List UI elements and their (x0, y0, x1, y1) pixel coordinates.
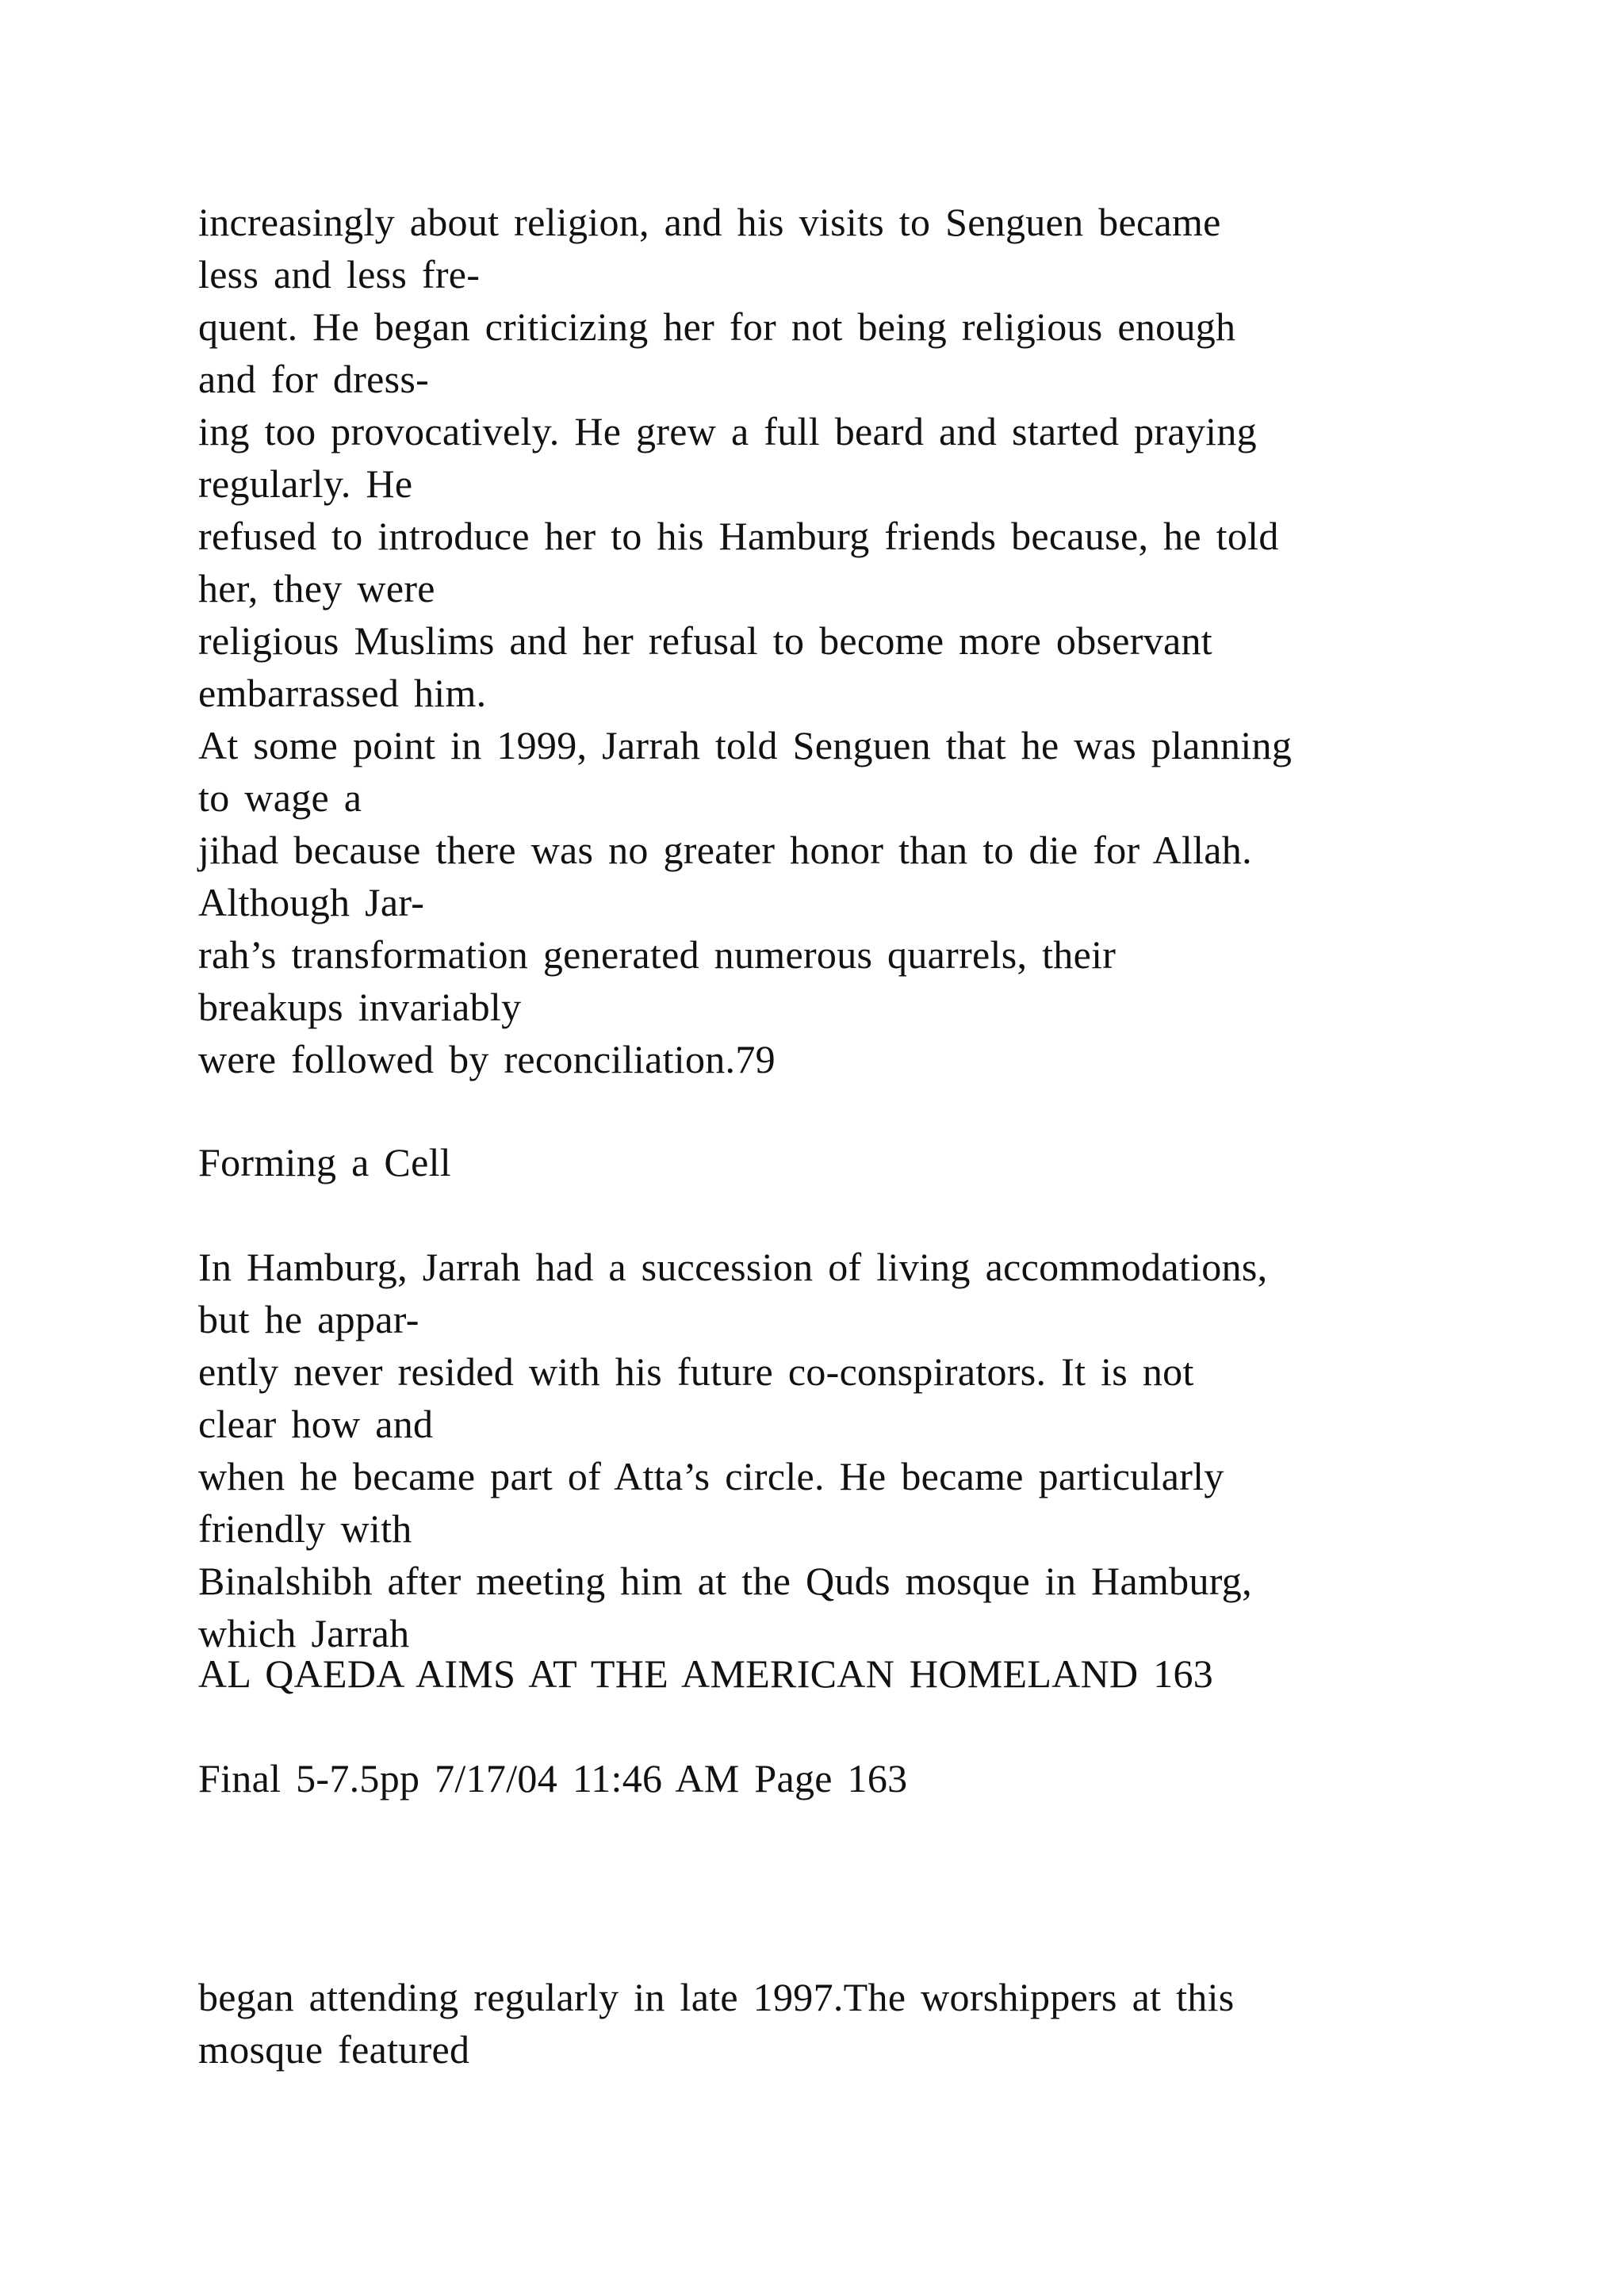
text-line: friendly with (198, 1506, 412, 1551)
text-line: Binalshibh after meeting him at the Quds mosque in Hamburg, (198, 1559, 1252, 1603)
text-line: increasingly about religion, and his visits to Senguen became (198, 200, 1221, 244)
text-line: jihad because there was no greater honor than to die for Allah. (198, 828, 1252, 872)
running-footer: AL QAEDA AIMS AT THE AMERICAN HOMELAND 163 (198, 1651, 1214, 1696)
text-line: In Hamburg, Jarrah had a succession of living accommodations, (198, 1245, 1268, 1289)
text-line: which Jarrah (198, 1611, 410, 1655)
text-line: refused to introduce her to his Hamburg friends because, he told (198, 514, 1279, 558)
text-line: embarrassed him. (198, 671, 487, 715)
text-line: ently never resided with his future co-conspirators. It is not (198, 1349, 1194, 1394)
section-heading: Forming a Cell (198, 1140, 451, 1184)
text-line: breakups invariably (198, 985, 522, 1029)
text-line: quent. He began criticizing her for not being religious enough (198, 304, 1236, 349)
text-line: clear how and (198, 1402, 434, 1446)
text-line: Although Jar- (198, 880, 425, 924)
text-line: and for dress- (198, 357, 430, 401)
text-line: regularly. He (198, 461, 413, 506)
body-paragraph-1 (198, 196, 1507, 1085)
text-line: but he appar- (198, 1297, 419, 1341)
print-slug: Final 5-7.5pp 7/17/04 11:46 AM Page 163 (198, 1756, 908, 1800)
body-paragraph-2 (198, 1241, 1507, 1659)
text-line: At some point in 1999, Jarrah told Senguen that he was planning (198, 723, 1293, 767)
text-line: religious Muslims and her refusal to become more observant (198, 618, 1212, 663)
text-line: began attending regularly in late 1997.The worshippers at this (198, 1975, 1235, 2019)
text-line: rah’s transformation generated numerous quarrels, their (198, 932, 1116, 977)
body-paragraph-3 (198, 1971, 1507, 2076)
text-line: to wage a (198, 775, 362, 820)
text-line: were followed by reconciliation.79 (198, 1037, 776, 1081)
section-heading-block (198, 1136, 1507, 1188)
running-footer-block (198, 1647, 1507, 1700)
text-line: when he became part of Atta’s circle. He became particularly (198, 1454, 1224, 1498)
text-line: mosque featured (198, 2027, 470, 2072)
text-line: less and less fre- (198, 252, 481, 297)
text-line: her, they were (198, 566, 435, 610)
text-line: ing too provocatively. He grew a full beard and started praying (198, 409, 1257, 453)
print-slug-block (198, 1752, 1507, 1804)
